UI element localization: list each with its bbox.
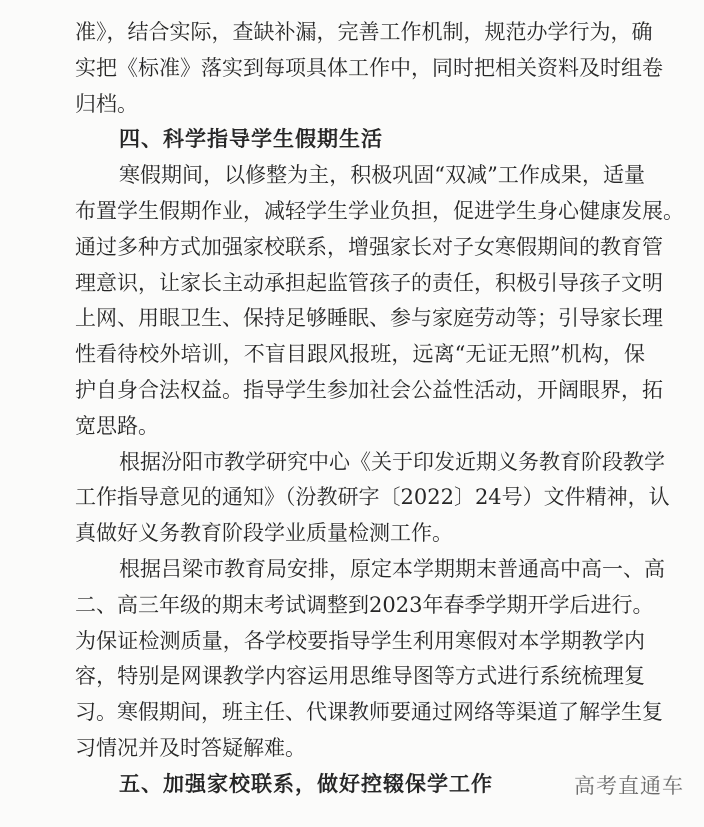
text-line: 上网、用眼卫生、保持足够睡眠、参与家庭劳动等；引导家长理 [75, 306, 663, 331]
watermark: 高考直通车 [574, 774, 684, 798]
section-heading-4: 四、科学指导学生假期生活 [119, 127, 383, 152]
text-line: 习情况并及时答疑解难。 [75, 735, 306, 760]
text-line: 布置学生假期作业，减轻学生学业负担，促进学生身心健康发展。 [75, 198, 684, 223]
document-page [75, 15, 684, 803]
text-line: 寒假期间，以修整为主，积极巩固“双减”工作成果，适量 [119, 163, 645, 188]
text-line: 根据汾阳市教学研究中心《关于印发近期义务教育阶段教学 [119, 449, 665, 474]
text-line: 实把《标准》落实到每项具体工作中，同时把相关资料及时组卷 [75, 55, 663, 80]
text-line: 归档。 [75, 91, 138, 116]
text-line: 性看待校外培训，不盲目跟风报班，远离“无证无照”机构，保 [75, 342, 645, 367]
text-line: 习。寒假期间，班主任、代课教师要通过网络等渠道了解学生复 [75, 700, 663, 725]
text-line: 根据吕梁市教育局安排，原定本学期期末普通高中高一、高 [119, 556, 665, 581]
text-line: 通过多种方式加强家校联系，增强家长对子女寒假期间的教育管 [75, 234, 663, 259]
text-line: 工作指导意见的通知》（汾教研字〔2022〕24号）文件精神，认 [75, 485, 670, 510]
text-line: 容，特别是网课教学内容运用思维导图等方式进行系统梳理复 [75, 664, 645, 689]
section-heading-5: 五、加强家校联系，做好控辍保学工作 [119, 771, 493, 796]
text-line: 真做好义务教育阶段学业质量检测工作。 [75, 521, 453, 546]
text-line: 为保证检测质量，各学校要指导学生利用寒假对本学期教学内 [75, 628, 645, 653]
text-line: 二、高三年级的期末考试调整到2023年春季学期开学后进行。 [75, 592, 654, 617]
text-line: 准》，结合实际，查缺补漏，完善工作机制，规范办学行为，确 [75, 20, 653, 44]
text-line: 护自身合法权益。指导学生参加社会公益性活动，开阔眼界，拓 [75, 377, 663, 402]
text-line: 理意识，让家长主动承担起监管孩子的责任，积极引导孩子文明 [75, 270, 663, 295]
text-line: 宽思路。 [75, 413, 159, 438]
